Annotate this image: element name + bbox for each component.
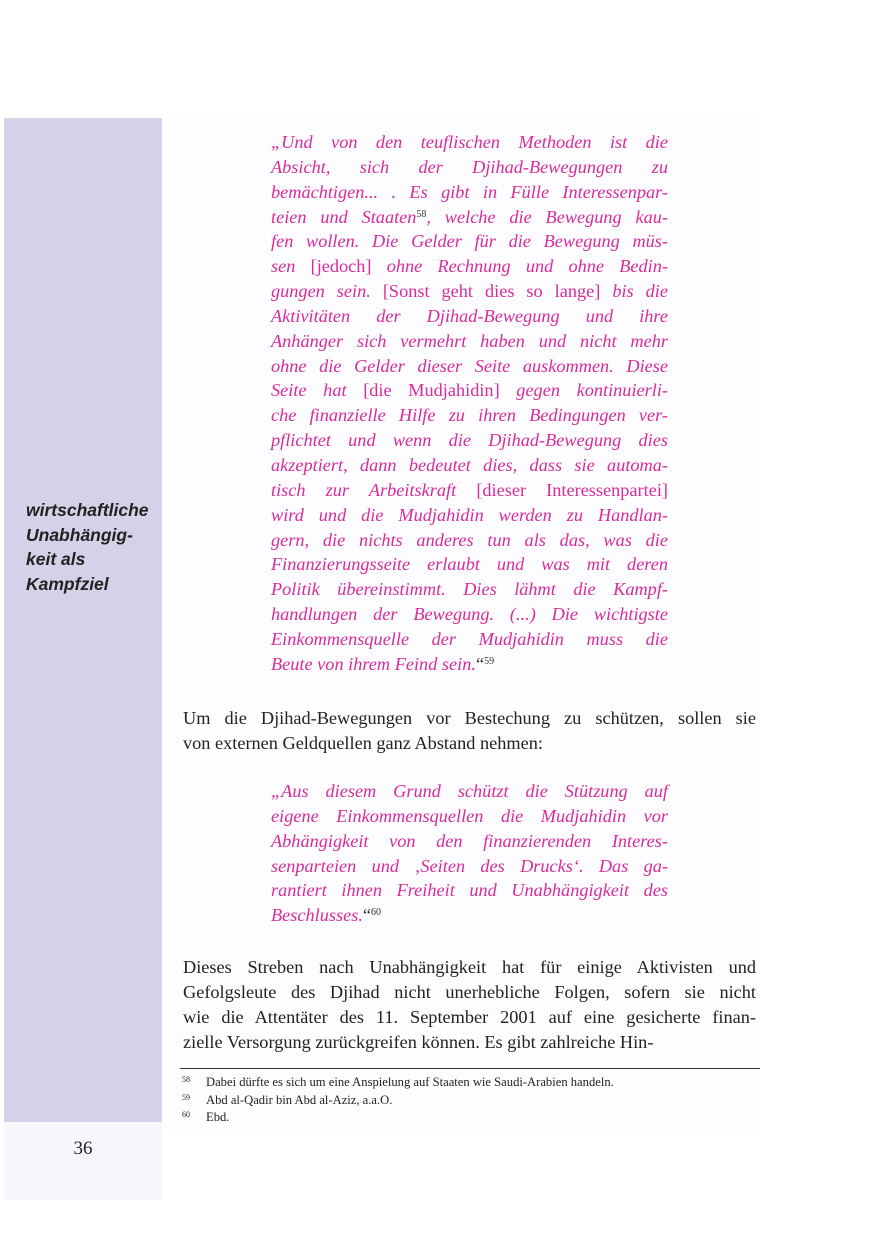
footnote-ref: 60 [371, 907, 382, 919]
text-line: sen [jedoch] ohne Rechnung und ohne Bedin- [271, 256, 668, 277]
text-line: Einkommensquelle der Mudjahidin muss die [271, 628, 668, 649]
footnote-text: Abd al-Qadir bin Abd al-Aziz, a.a.O. [206, 1092, 393, 1107]
text-line: handlungen der Bewegung. (...) Die wichtigste [271, 604, 668, 625]
text-line: Anhänger sich vermehrt haben und nicht mehr [271, 330, 668, 351]
text-line: Aktivitäten der Djihad-Bewegung und ihre [271, 305, 668, 326]
editorial-insertion: [jedoch] [310, 256, 372, 277]
text-line: teien und Staaten$^{58}$, welche die Bewegung kau- [271, 206, 668, 227]
footnote-ref: 59 [484, 655, 495, 667]
footnote [182, 1109, 758, 1127]
text-line: gungen sein. [Sonst geht dies so lange] bis die [271, 281, 668, 302]
footnote-text: Ebd. [206, 1110, 230, 1124]
text-line: gern, die nichts anderes tun als das, was die [271, 529, 668, 550]
block-quote-2 [271, 779, 668, 928]
text-line: von externen Geldquellen ganz Abstand nehmen: [183, 732, 543, 753]
text-line: Finanzierungsseite erlaubt und was mit deren [271, 554, 668, 575]
text-line: Beschlusses.“$^{60}$ [271, 905, 382, 926]
text-line: senparteien und ‚Seiten des Drucks‘. Das ga- [271, 855, 668, 876]
text-line: wie die Attentäter des 11. September 2001 auf eine gesicherte finan- [183, 1006, 756, 1027]
editorial-insertion: [die Mudjahidin] [363, 380, 500, 401]
text-line: ohne die Gelder dieser Seite auskommen. Diese [271, 355, 668, 376]
text-line: „Und von den teuflischen Methoden ist die [271, 132, 668, 152]
footnote-text: Dabei dürfte es sich um eine Anspielung auf Staaten wie Saudi-Arabien handeln. [206, 1075, 614, 1089]
page-number: 36 [73, 1138, 93, 1159]
text-line: zielle Versorgung zurückgreifen können. Es gibt zahlreiche Hin- [183, 1031, 654, 1052]
text-line: Politik übereinstimmt. Dies lähmt die Kampf- [271, 579, 668, 600]
margin-note-line: wirtschaftliche [26, 500, 149, 520]
text-line: Um die Djihad-Bewegungen vor Bestechung zu schützen, sollen sie [183, 708, 756, 728]
text-line: fen wollen. Die Gelder für die Bewegung müs- [271, 231, 668, 252]
footnote [182, 1092, 758, 1110]
closing-quote: “ [362, 905, 372, 926]
footnotes [182, 1074, 758, 1127]
text-line: „Aus diesem Grund schützt die Stützung auf [271, 781, 668, 801]
text-line: rantiert ihnen Freiheit und Unabhängigkeit des [271, 880, 668, 901]
text-line: wird und die Mudjahidin werden zu Handlan- [271, 504, 668, 525]
editorial-insertion: [dieser Interessenpartei] [476, 479, 668, 500]
margin-column [4, 118, 162, 1122]
text-line: Abhängigkeit von den finanzierenden Interes- [271, 830, 668, 851]
margin-note-line: Kampfziel [26, 573, 109, 594]
editorial-insertion: [Sonst geht dies so lange] [382, 281, 601, 302]
footnote-number: 60 [182, 1110, 190, 1119]
text-line: Absicht, sich der Djihad-Bewegungen zu [271, 156, 668, 177]
margin-note-line: Unabhängig- [26, 524, 133, 545]
page-number-box [4, 1122, 162, 1200]
margin-note [26, 498, 162, 596]
text-line: Beute von ihrem Feind sein.“$^{59}$ [271, 653, 495, 674]
footnote [182, 1074, 758, 1092]
margin-note-line: keit als [26, 549, 86, 569]
footnote-divider [180, 1068, 760, 1069]
footnote-ref: 58 [416, 208, 427, 220]
text-line: tisch zur Arbeitskraft [dieser Interessenpartei] [271, 479, 668, 500]
text-line: Gefolgsleute des Djihad nicht unerhebliche Folgen, sofern sie nicht [183, 981, 756, 1002]
block-quote-1 [271, 130, 668, 677]
paragraph-1 [183, 706, 756, 756]
text-line: Seite hat [die Mudjahidin] gegen kontinuierli- [271, 380, 668, 401]
footnote-number: 59 [182, 1092, 190, 1102]
footnote-number: 58 [182, 1075, 190, 1084]
text-line: pflichtet und wenn die Djihad-Bewegung dies [271, 430, 668, 451]
text-line: Dieses Streben nach Unabhängigkeit hat für einige Aktivisten und [183, 957, 756, 977]
text-line: akzeptiert, dann bedeutet dies, dass sie automa- [271, 454, 668, 475]
main-text-area [170, 118, 760, 1132]
text-line: che finanzielle Hilfe zu ihren Bedingungen ver- [271, 405, 668, 426]
paragraph-2 [183, 955, 756, 1054]
text-line: eigene Einkommensquellen die Mudjahidin vor [271, 805, 668, 826]
closing-quote: “ [475, 653, 485, 674]
text-line: bemächtigen... . Es gibt in Fülle Interessenpar- [271, 181, 668, 202]
